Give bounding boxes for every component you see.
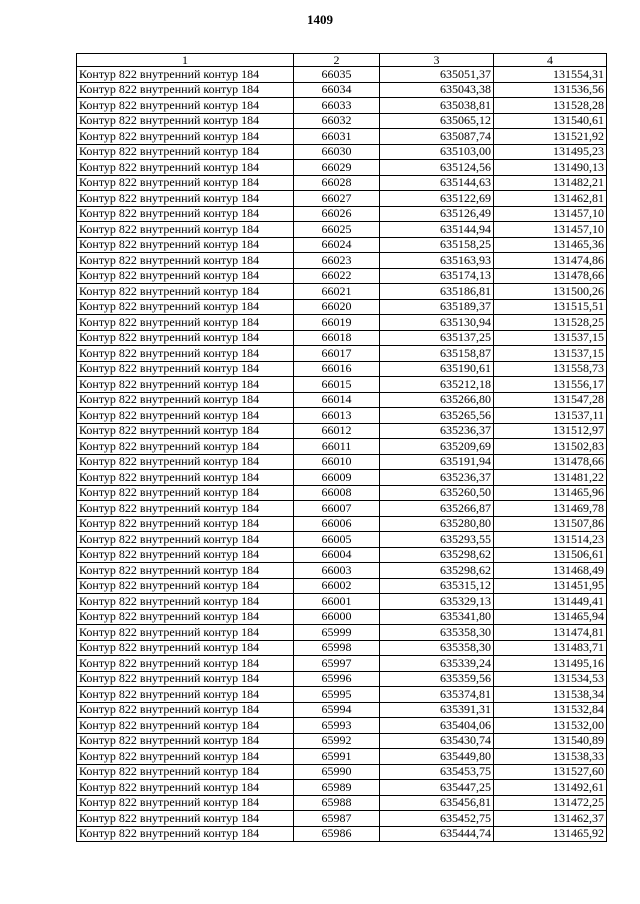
x-coordinate-cell: 635212,18 — [380, 377, 494, 393]
y-coordinate-cell: 131481,22 — [494, 470, 607, 486]
x-coordinate-cell: 635293,55 — [380, 532, 494, 548]
point-number-cell: 65997 — [294, 656, 380, 672]
point-number-cell: 65995 — [294, 687, 380, 703]
point-number-cell: 66035 — [294, 67, 380, 83]
x-coordinate-cell: 635209,69 — [380, 439, 494, 455]
x-coordinate-cell: 635298,62 — [380, 547, 494, 563]
x-coordinate-cell: 635456,81 — [380, 795, 494, 811]
table-row — [77, 656, 607, 672]
y-coordinate-cell: 131527,60 — [494, 764, 607, 780]
column-header-4: 4 — [494, 54, 607, 67]
y-coordinate-cell: 131457,10 — [494, 222, 607, 238]
x-coordinate-cell: 635391,31 — [380, 702, 494, 718]
y-coordinate-cell: 131490,13 — [494, 160, 607, 176]
y-coordinate-cell: 131495,16 — [494, 656, 607, 672]
y-coordinate-cell: 131500,26 — [494, 284, 607, 300]
point-number-cell: 66026 — [294, 206, 380, 222]
table-row — [77, 253, 607, 269]
contour-name-cell: Контур 822 внутренний контур 184 — [77, 547, 294, 563]
table-row — [77, 718, 607, 734]
table-row — [77, 547, 607, 563]
y-coordinate-cell: 131474,86 — [494, 253, 607, 269]
y-coordinate-cell: 131512,97 — [494, 423, 607, 439]
contour-name-cell: Контур 822 внутренний контур 184 — [77, 780, 294, 796]
y-coordinate-cell: 131528,28 — [494, 98, 607, 114]
table-row — [77, 609, 607, 625]
x-coordinate-cell: 635051,37 — [380, 67, 494, 83]
contour-name-cell: Контур 822 внутренний контур 184 — [77, 129, 294, 145]
table-row — [77, 671, 607, 687]
contour-name-cell: Контур 822 внутренний контур 184 — [77, 764, 294, 780]
point-number-cell: 65990 — [294, 764, 380, 780]
table-row — [77, 361, 607, 377]
contour-name-cell: Контур 822 внутренний контур 184 — [77, 284, 294, 300]
contour-name-cell: Контур 822 внутренний контур 184 — [77, 609, 294, 625]
table-row — [77, 439, 607, 455]
point-number-cell: 65998 — [294, 640, 380, 656]
page-number: 1409 — [307, 12, 333, 27]
contour-name-cell: Контур 822 внутренний контур 184 — [77, 702, 294, 718]
x-coordinate-cell: 635126,49 — [380, 206, 494, 222]
x-coordinate-cell: 635190,61 — [380, 361, 494, 377]
contour-name-cell: Контур 822 внутренний контур 184 — [77, 454, 294, 470]
contour-name-cell: Контур 822 внутренний контур 184 — [77, 423, 294, 439]
contour-name-cell: Контур 822 внутренний контур 184 — [77, 516, 294, 532]
x-coordinate-cell: 635144,94 — [380, 222, 494, 238]
point-number-cell: 66024 — [294, 237, 380, 253]
contour-name-cell: Контур 822 внутренний контур 184 — [77, 82, 294, 98]
y-coordinate-cell: 131478,66 — [494, 268, 607, 284]
table-row — [77, 795, 607, 811]
x-coordinate-cell: 635358,30 — [380, 625, 494, 641]
coordinates-table — [76, 53, 607, 842]
contour-name-cell: Контур 822 внутренний контур 184 — [77, 594, 294, 610]
table-row — [77, 454, 607, 470]
x-coordinate-cell: 635189,37 — [380, 299, 494, 315]
y-coordinate-cell: 131502,83 — [494, 439, 607, 455]
point-number-cell: 66008 — [294, 485, 380, 501]
point-number-cell: 66013 — [294, 408, 380, 424]
contour-name-cell: Контур 822 внутренний контур 184 — [77, 578, 294, 594]
y-coordinate-cell: 131558,73 — [494, 361, 607, 377]
y-coordinate-cell: 131532,84 — [494, 702, 607, 718]
y-coordinate-cell: 131482,21 — [494, 175, 607, 191]
point-number-cell: 65986 — [294, 826, 380, 842]
contour-name-cell: Контур 822 внутренний контур 184 — [77, 795, 294, 811]
point-number-cell: 66029 — [294, 160, 380, 176]
point-number-cell: 66022 — [294, 268, 380, 284]
contour-name-cell: Контур 822 внутренний контур 184 — [77, 687, 294, 703]
y-coordinate-cell: 131547,28 — [494, 392, 607, 408]
x-coordinate-cell: 635163,93 — [380, 253, 494, 269]
contour-name-cell: Контур 822 внутренний контур 184 — [77, 733, 294, 749]
x-coordinate-cell: 635191,94 — [380, 454, 494, 470]
x-coordinate-cell: 635236,37 — [380, 423, 494, 439]
table-row — [77, 98, 607, 114]
table-row — [77, 268, 607, 284]
contour-name-cell: Контур 822 внутренний контур 184 — [77, 392, 294, 408]
table-row — [77, 113, 607, 129]
x-coordinate-cell: 635124,56 — [380, 160, 494, 176]
table-row — [77, 408, 607, 424]
x-coordinate-cell: 635315,12 — [380, 578, 494, 594]
table-header-row — [77, 54, 607, 67]
contour-name-cell: Контур 822 внутренний контур 184 — [77, 671, 294, 687]
table-row — [77, 749, 607, 765]
x-coordinate-cell: 635358,30 — [380, 640, 494, 656]
y-coordinate-cell: 131495,23 — [494, 144, 607, 160]
table-row — [77, 160, 607, 176]
table-row — [77, 733, 607, 749]
point-number-cell: 66011 — [294, 439, 380, 455]
y-coordinate-cell: 131537,15 — [494, 346, 607, 362]
contour-name-cell: Контур 822 внутренний контур 184 — [77, 361, 294, 377]
x-coordinate-cell: 635452,75 — [380, 811, 494, 827]
x-coordinate-cell: 635374,81 — [380, 687, 494, 703]
contour-name-cell: Контур 822 внутренний контур 184 — [77, 144, 294, 160]
y-coordinate-cell: 131536,56 — [494, 82, 607, 98]
x-coordinate-cell: 635404,06 — [380, 718, 494, 734]
y-coordinate-cell: 131506,61 — [494, 547, 607, 563]
point-number-cell: 66005 — [294, 532, 380, 548]
contour-name-cell: Контур 822 внутренний контур 184 — [77, 377, 294, 393]
table-row — [77, 811, 607, 827]
y-coordinate-cell: 131554,31 — [494, 67, 607, 83]
point-number-cell: 66031 — [294, 129, 380, 145]
point-number-cell: 66007 — [294, 501, 380, 517]
contour-name-cell: Контур 822 внутренний контур 184 — [77, 113, 294, 129]
y-coordinate-cell: 131538,34 — [494, 687, 607, 703]
y-coordinate-cell: 131538,33 — [494, 749, 607, 765]
table-row — [77, 67, 607, 83]
column-header-3: 3 — [380, 54, 494, 67]
point-number-cell: 66000 — [294, 609, 380, 625]
y-coordinate-cell: 131449,41 — [494, 594, 607, 610]
x-coordinate-cell: 635449,80 — [380, 749, 494, 765]
x-coordinate-cell: 635122,69 — [380, 191, 494, 207]
x-coordinate-cell: 635341,80 — [380, 609, 494, 625]
contour-name-cell: Контур 822 внутренний контур 184 — [77, 315, 294, 331]
table-row — [77, 485, 607, 501]
x-coordinate-cell: 635038,81 — [380, 98, 494, 114]
point-number-cell: 65993 — [294, 718, 380, 734]
point-number-cell: 66012 — [294, 423, 380, 439]
table-row — [77, 470, 607, 486]
contour-name-cell: Контур 822 внутренний контур 184 — [77, 160, 294, 176]
x-coordinate-cell: 635453,75 — [380, 764, 494, 780]
y-coordinate-cell: 131478,66 — [494, 454, 607, 470]
y-coordinate-cell: 131468,49 — [494, 563, 607, 579]
x-coordinate-cell: 635298,62 — [380, 563, 494, 579]
table-row — [77, 237, 607, 253]
point-number-cell: 66019 — [294, 315, 380, 331]
table-body — [77, 54, 607, 842]
contour-name-cell: Контур 822 внутренний контур 184 — [77, 501, 294, 517]
contour-name-cell: Контур 822 внутренний контур 184 — [77, 625, 294, 641]
table-row — [77, 532, 607, 548]
x-coordinate-cell: 635065,12 — [380, 113, 494, 129]
point-number-cell: 66021 — [294, 284, 380, 300]
x-coordinate-cell: 635260,50 — [380, 485, 494, 501]
contour-name-cell: Контур 822 внутренний контур 184 — [77, 191, 294, 207]
table-row — [77, 501, 607, 517]
x-coordinate-cell: 635280,80 — [380, 516, 494, 532]
contour-name-cell: Контур 822 внутренний контур 184 — [77, 330, 294, 346]
table-row — [77, 82, 607, 98]
point-number-cell: 66025 — [294, 222, 380, 238]
contour-name-cell: Контур 822 внутренний контур 184 — [77, 253, 294, 269]
contour-name-cell: Контур 822 внутренний контур 184 — [77, 749, 294, 765]
table-row — [77, 625, 607, 641]
x-coordinate-cell: 635430,74 — [380, 733, 494, 749]
point-number-cell: 66002 — [294, 578, 380, 594]
point-number-cell: 66018 — [294, 330, 380, 346]
x-coordinate-cell: 635265,56 — [380, 408, 494, 424]
table-row — [77, 129, 607, 145]
y-coordinate-cell: 131451,95 — [494, 578, 607, 594]
table-row — [77, 191, 607, 207]
y-coordinate-cell: 131474,81 — [494, 625, 607, 641]
table-row — [77, 640, 607, 656]
x-coordinate-cell: 635236,37 — [380, 470, 494, 486]
table-row — [77, 206, 607, 222]
table-row — [77, 144, 607, 160]
table-row — [77, 377, 607, 393]
x-coordinate-cell: 635329,13 — [380, 594, 494, 610]
x-coordinate-cell: 635043,38 — [380, 82, 494, 98]
y-coordinate-cell: 131472,25 — [494, 795, 607, 811]
point-number-cell: 66009 — [294, 470, 380, 486]
table-row — [77, 346, 607, 362]
x-coordinate-cell: 635158,87 — [380, 346, 494, 362]
y-coordinate-cell: 131537,11 — [494, 408, 607, 424]
y-coordinate-cell: 131534,53 — [494, 671, 607, 687]
contour-name-cell: Контур 822 внутренний контур 184 — [77, 237, 294, 253]
y-coordinate-cell: 131492,61 — [494, 780, 607, 796]
contour-name-cell: Контур 822 внутренний контур 184 — [77, 656, 294, 672]
point-number-cell: 66034 — [294, 82, 380, 98]
point-number-cell: 66001 — [294, 594, 380, 610]
table-row — [77, 578, 607, 594]
contour-name-cell: Контур 822 внутренний контур 184 — [77, 718, 294, 734]
contour-name-cell: Контур 822 внутренний контур 184 — [77, 67, 294, 83]
contour-name-cell: Контур 822 внутренний контур 184 — [77, 346, 294, 362]
point-number-cell: 65991 — [294, 749, 380, 765]
table-row — [77, 826, 607, 842]
column-header-1: 1 — [77, 54, 294, 67]
point-number-cell: 65989 — [294, 780, 380, 796]
contour-name-cell: Контур 822 внутренний контур 184 — [77, 470, 294, 486]
table-row — [77, 299, 607, 315]
y-coordinate-cell: 131462,81 — [494, 191, 607, 207]
point-number-cell: 66015 — [294, 377, 380, 393]
x-coordinate-cell: 635339,24 — [380, 656, 494, 672]
table-row — [77, 702, 607, 718]
x-coordinate-cell: 635103,00 — [380, 144, 494, 160]
point-number-cell: 66033 — [294, 98, 380, 114]
y-coordinate-cell: 131532,00 — [494, 718, 607, 734]
y-coordinate-cell: 131469,78 — [494, 501, 607, 517]
point-number-cell: 66020 — [294, 299, 380, 315]
x-coordinate-cell: 635266,87 — [380, 501, 494, 517]
table-row — [77, 423, 607, 439]
table-row — [77, 563, 607, 579]
y-coordinate-cell: 131465,36 — [494, 237, 607, 253]
point-number-cell: 66017 — [294, 346, 380, 362]
table-row — [77, 594, 607, 610]
table-row — [77, 687, 607, 703]
point-number-cell: 66014 — [294, 392, 380, 408]
y-coordinate-cell: 131521,92 — [494, 129, 607, 145]
table-row — [77, 284, 607, 300]
y-coordinate-cell: 131465,96 — [494, 485, 607, 501]
table-row — [77, 516, 607, 532]
contour-name-cell: Контур 822 внутренний контур 184 — [77, 532, 294, 548]
table-row — [77, 764, 607, 780]
point-number-cell: 66030 — [294, 144, 380, 160]
x-coordinate-cell: 635137,25 — [380, 330, 494, 346]
x-coordinate-cell: 635447,25 — [380, 780, 494, 796]
y-coordinate-cell: 131507,86 — [494, 516, 607, 532]
y-coordinate-cell: 131514,23 — [494, 532, 607, 548]
x-coordinate-cell: 635186,81 — [380, 284, 494, 300]
point-number-cell: 66006 — [294, 516, 380, 532]
table-row — [77, 392, 607, 408]
point-number-cell: 66023 — [294, 253, 380, 269]
table-row — [77, 330, 607, 346]
point-number-cell: 66028 — [294, 175, 380, 191]
y-coordinate-cell: 131540,61 — [494, 113, 607, 129]
y-coordinate-cell: 131515,51 — [494, 299, 607, 315]
y-coordinate-cell: 131457,10 — [494, 206, 607, 222]
x-coordinate-cell: 635359,56 — [380, 671, 494, 687]
contour-name-cell: Контур 822 внутренний контур 184 — [77, 222, 294, 238]
point-number-cell: 65992 — [294, 733, 380, 749]
contour-name-cell: Контур 822 внутренний контур 184 — [77, 485, 294, 501]
point-number-cell: 66027 — [294, 191, 380, 207]
point-number-cell: 65988 — [294, 795, 380, 811]
contour-name-cell: Контур 822 внутренний контур 184 — [77, 98, 294, 114]
x-coordinate-cell: 635444,74 — [380, 826, 494, 842]
point-number-cell: 66010 — [294, 454, 380, 470]
table-row — [77, 780, 607, 796]
column-header-2: 2 — [294, 54, 380, 67]
y-coordinate-cell: 131462,37 — [494, 811, 607, 827]
contour-name-cell: Контур 822 внутренний контур 184 — [77, 640, 294, 656]
y-coordinate-cell: 131465,94 — [494, 609, 607, 625]
point-number-cell: 66003 — [294, 563, 380, 579]
y-coordinate-cell: 131528,25 — [494, 315, 607, 331]
point-number-cell: 65987 — [294, 811, 380, 827]
x-coordinate-cell: 635087,74 — [380, 129, 494, 145]
y-coordinate-cell: 131483,71 — [494, 640, 607, 656]
point-number-cell: 65996 — [294, 671, 380, 687]
y-coordinate-cell: 131465,92 — [494, 826, 607, 842]
point-number-cell: 66016 — [294, 361, 380, 377]
x-coordinate-cell: 635144,63 — [380, 175, 494, 191]
table-row — [77, 222, 607, 238]
contour-name-cell: Контур 822 внутренний контур 184 — [77, 268, 294, 284]
x-coordinate-cell: 635174,13 — [380, 268, 494, 284]
point-number-cell: 66004 — [294, 547, 380, 563]
point-number-cell: 65994 — [294, 702, 380, 718]
contour-name-cell: Контур 822 внутренний контур 184 — [77, 408, 294, 424]
table-row — [77, 315, 607, 331]
x-coordinate-cell: 635130,94 — [380, 315, 494, 331]
contour-name-cell: Контур 822 внутренний контур 184 — [77, 811, 294, 827]
x-coordinate-cell: 635266,80 — [380, 392, 494, 408]
contour-name-cell: Контур 822 внутренний контур 184 — [77, 826, 294, 842]
contour-name-cell: Контур 822 внутренний контур 184 — [77, 563, 294, 579]
point-number-cell: 65999 — [294, 625, 380, 641]
y-coordinate-cell: 131556,17 — [494, 377, 607, 393]
y-coordinate-cell: 131540,89 — [494, 733, 607, 749]
contour-name-cell: Контур 822 внутренний контур 184 — [77, 206, 294, 222]
table-row — [77, 175, 607, 191]
x-coordinate-cell: 635158,25 — [380, 237, 494, 253]
y-coordinate-cell: 131537,15 — [494, 330, 607, 346]
contour-name-cell: Контур 822 внутренний контур 184 — [77, 175, 294, 191]
contour-name-cell: Контур 822 внутренний контур 184 — [77, 439, 294, 455]
contour-name-cell: Контур 822 внутренний контур 184 — [77, 299, 294, 315]
point-number-cell: 66032 — [294, 113, 380, 129]
